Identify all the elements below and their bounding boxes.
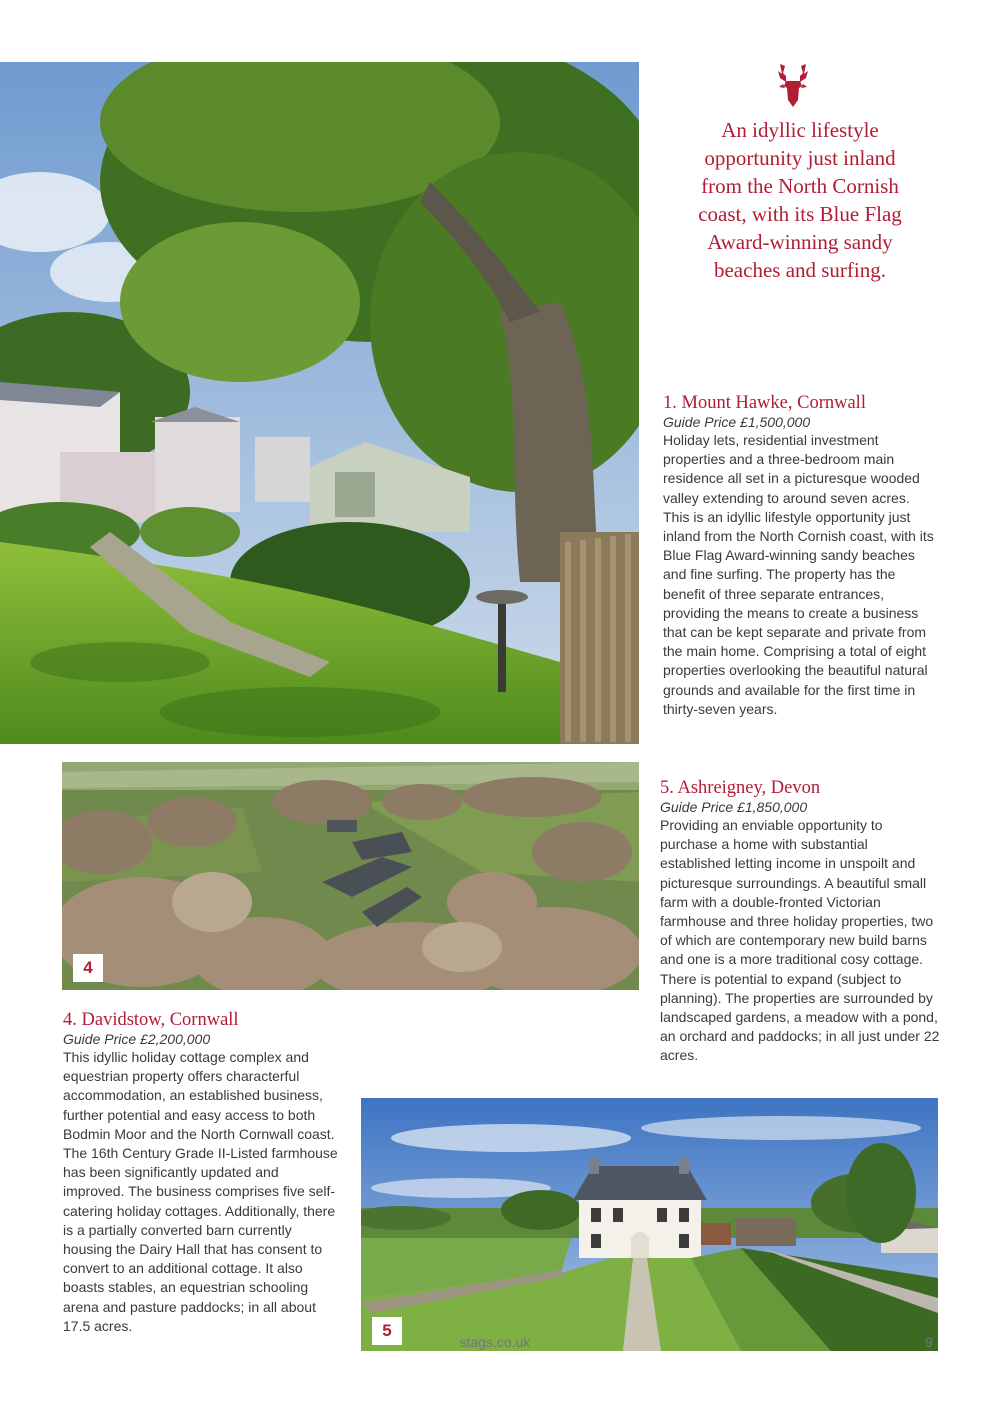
listing-description: Holiday lets, residential investment properties and a three-bedroom main residence all set in a picturesque wooded valley extending to around seven acres. This is an idyllic lifestyle opportunity just inland from the North Cornish coast, with its Blue Flag Award-winning sandy beaches and fine surfing. The property has the benefit of three separate entrances, providing the means to create a business that can be kept separate and private from the main home. Comprising a total of eight properties overlooking the beautiful natural grounds and available for the first time in thirty-seven years. — [663, 432, 934, 717]
photo-number-badge: 5 — [372, 1317, 402, 1345]
photo-number-badge: 4 — [73, 954, 103, 982]
listing-description: Providing an enviable opportunity to purchase a home with substantial established letting income in unspoilt and picturesque surroundings. A beautiful small farm with a double-fronted Victorian farmhouse and three holiday properties, two of which are contemporary new build barns and one is a more traditional cosy cottage. There is potential to expand (subject to planning). The properties are surrounded by landscaped gardens, a meadow with a pond, an orchard and paddocks; in all just under 22 acres. — [660, 817, 940, 1064]
guide-price: Guide Price £1,500,000 — [663, 414, 811, 430]
listing-ashreigney — [660, 778, 942, 1066]
mount-hawke-photo — [0, 62, 639, 744]
listing-davidstow — [63, 1010, 341, 1336]
listing-title: 4. Davidstow, Cornwall — [63, 1010, 239, 1030]
listing-title: 5. Ashreigney, Devon — [660, 778, 821, 798]
page-number: 9 — [925, 1334, 933, 1350]
footer-website[interactable]: stags.co.uk — [459, 1334, 531, 1350]
davidstow-aerial-photo — [62, 762, 639, 990]
guide-price: Guide Price £1,850,000 — [660, 799, 808, 815]
listing-title: 1. Mount Hawke, Cornwall — [663, 393, 866, 413]
guide-price: Guide Price £2,200,000 — [63, 1031, 211, 1047]
listing-description: This idyllic holiday cottage complex and equestrian property offers characterful accommodation, an established business, further potential and easy access to both Bodmin Moor and the North Cornwall coast. The 16th Century Grade II-Listed farmhouse has been significantly updated and improved. The business comprises five self-catering holiday cottages. Additionally, there is a partially converted barn currently housing the Dairy Hall that has consent to convert to an additional cottage. It also boasts stables, an equestrian schooling arena and pasture paddocks; in all about 17.5 acres. — [63, 1049, 338, 1334]
listing-mount-hawke — [663, 393, 939, 719]
pull-quote: An idyllic lifestyle opportunity just inland from the North Cornish coast, with its Blue Flag Award-winning sandy beaches and surfing. — [698, 118, 902, 282]
stag-head-icon — [771, 62, 815, 108]
ashreigney-farmhouse-photo — [361, 1098, 938, 1351]
